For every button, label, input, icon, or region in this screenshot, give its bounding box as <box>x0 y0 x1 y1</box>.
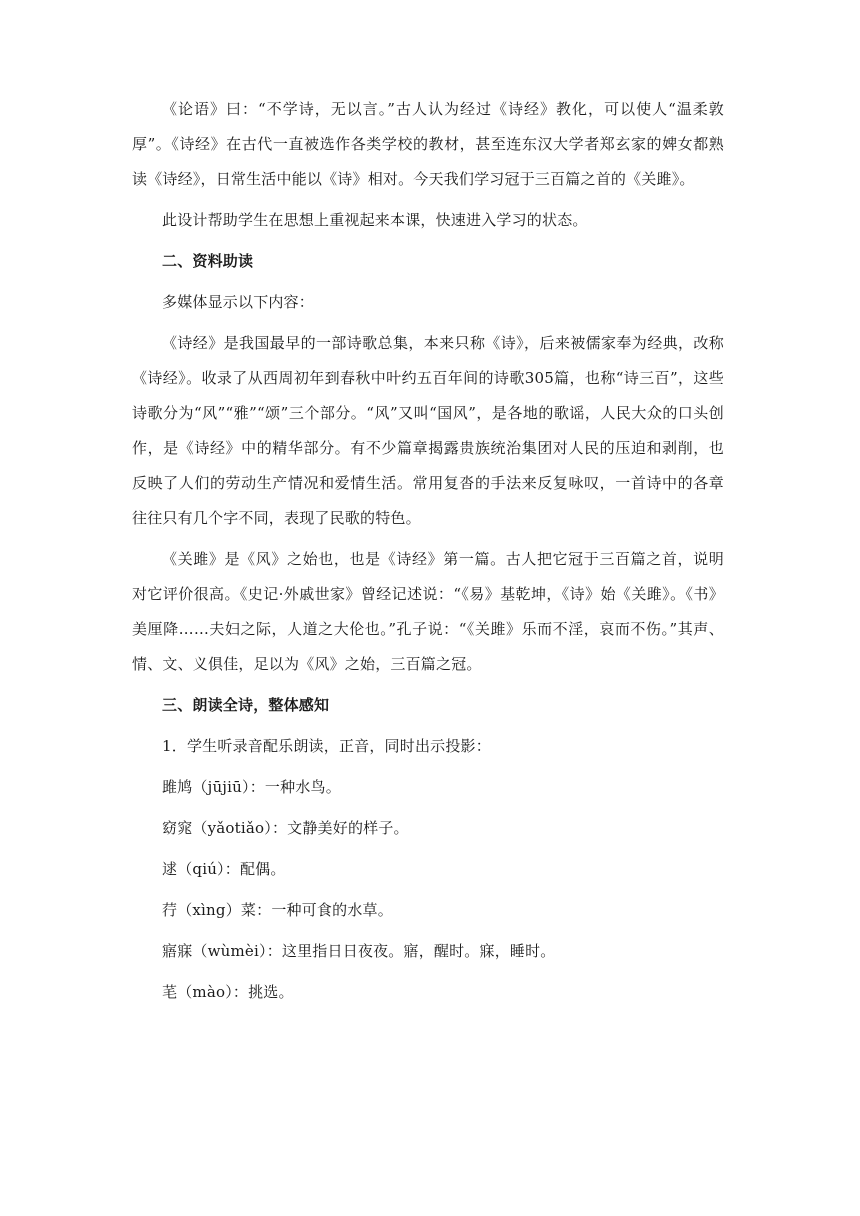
glossary-item: 窈窕（yǎotiǎo）：文静美好的样子。 <box>162 819 409 837</box>
section-heading-reading: 三、朗读全诗，整体感知 <box>162 696 330 714</box>
shijing-paragraph: 《诗经》是我国最早的一部诗歌总集，本来只称《诗》，后来被儒家奉为经典，改称《诗经》。收录了从西周初年到春秋中叶约五百年间的诗歌305篇，也称“诗三百”，这些诗歌分为“风”“雅”“颂”三个部分。“风”又叫“国风”，是各地的歌谣，人民大众的口头创作，是《诗经》中的精华部分。有不少篇章揭露贵族统治集团对人民的压迫和剥削，也反映了人们的劳动生产情况和爱情生活。常用复沓的手法来反复咏叹，一首诗中的各章往往只有几个字不同，表现了民歌的特色。 <box>132 334 724 527</box>
section-heading-materials: 二、资料助读 <box>162 252 254 270</box>
document-body <box>132 92 724 1010</box>
glossary-item: 芼（mào）：挑选。 <box>162 983 294 1001</box>
glossary-item: 寤寐（wùmèi）：这里指日日夜夜。寤，醒时。寐，睡时。 <box>162 942 556 960</box>
reading-step-1: 1．学生听录音配乐朗读，正音，同时出示投影： <box>162 737 491 755</box>
multimedia-note: 多媒体显示以下内容： <box>162 293 315 311</box>
glossary-item: 荇（xìng）菜：一种可食的水草。 <box>162 901 393 919</box>
glossary-item: 逑（qiú）：配偶。 <box>162 860 286 878</box>
intro-paragraph: 《论语》曰：“不学诗，无以言。”古人认为经过《诗经》教化，可以使人“温柔敦厚”。《诗经》在古代一直被选作各类学校的教材，甚至连东汉大学者郑玄家的婢女都熟读《诗经》，日常生活中能以《诗》相对。今天我们学习冠于三百篇之首的《关雎》。 <box>132 100 724 188</box>
guanju-paragraph: 《关雎》是《风》之始也，也是《诗经》第一篇。古人把它冠于三百篇之首，说明对它评价很高。《史记·外戚世家》曾经记述说：“《易》基乾坤，《诗》始《关雎》。《书》美厘降……夫妇之际，人道之大伦也。”孔子说：“《关雎》乐而不淫，哀而不伤。”其声、情、文、义俱佳，足以为《风》之始，三百篇之冠。 <box>132 550 724 673</box>
glossary-item: 雎鸠（jūjiū）：一种水鸟。 <box>162 778 341 796</box>
design-note-paragraph: 此设计帮助学生在思想上重视起来本课，快速进入学习的状态。 <box>162 211 588 229</box>
